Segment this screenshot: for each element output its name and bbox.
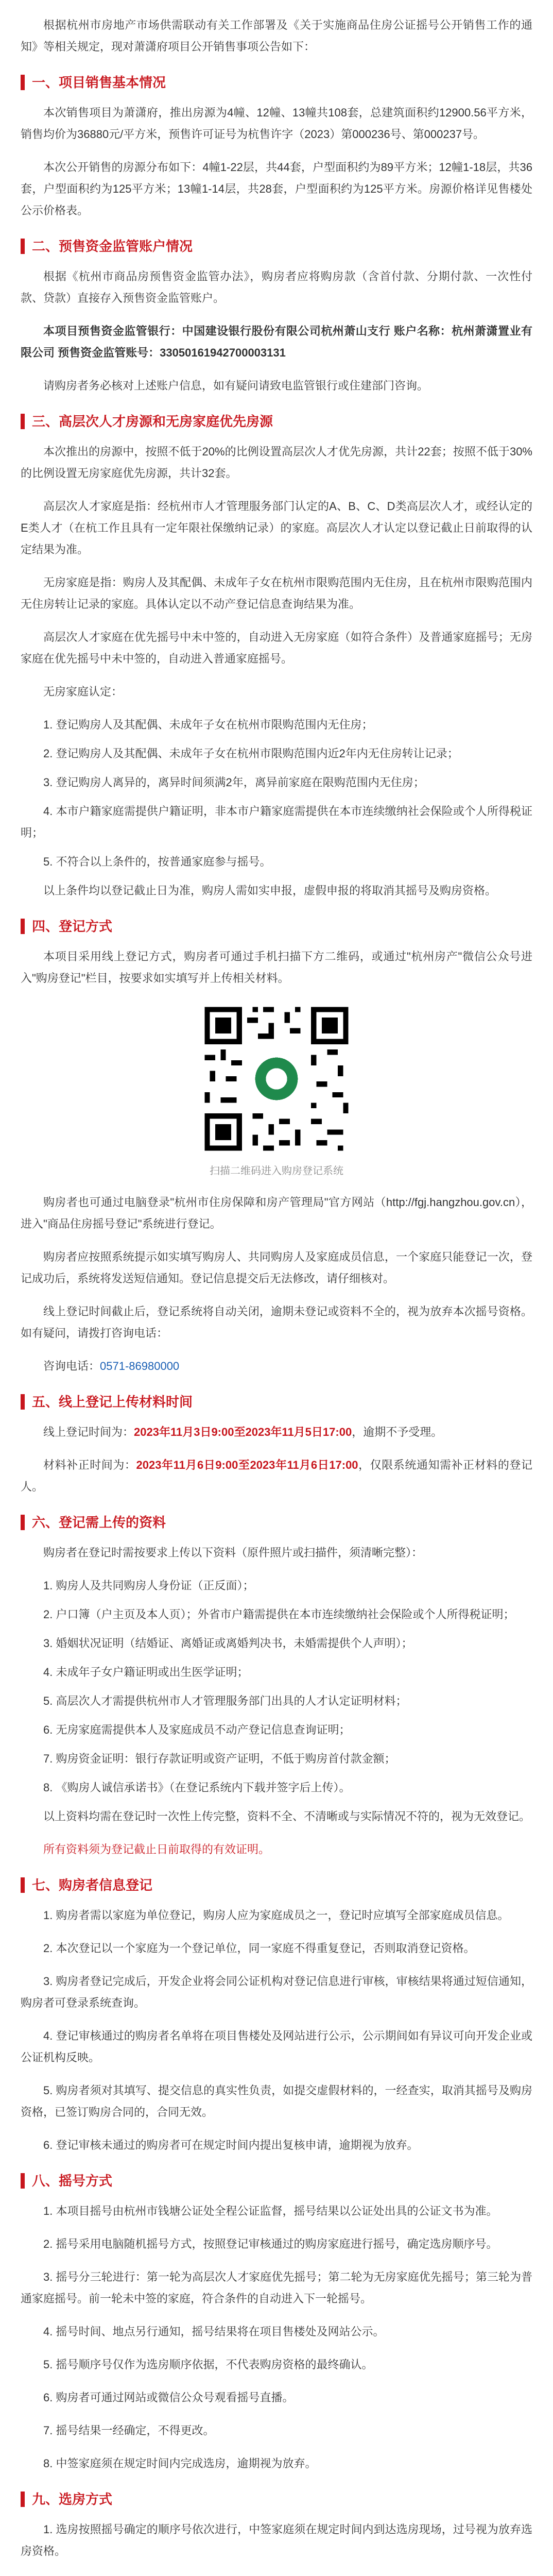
intro-paragraph: 根据杭州市房地产市场供需联动有关工作部署及《关于实施商品住房公证摇号公开销售工作的通知》等相关规定，现对萧潇府项目公开销售事项公告如下： bbox=[21, 19, 532, 53]
s8-paragraph-6: 6. 购房者可通过网站或微信公众号观看摇号直播。 bbox=[43, 2391, 294, 2404]
s4-paragraph-4: 线上登记时间截止后，登记系统将自动关闭，逾期未登记或资料不全的，视为放弃本次摇号资格。如有疑问，请拨打咨询电话： bbox=[21, 1305, 532, 1340]
section-6-header bbox=[21, 1513, 532, 1532]
section-8-title: 八、摇号方式 bbox=[32, 2173, 113, 2189]
s4-phone bbox=[21, 1355, 532, 1377]
s3-paragraph-3: 无房家庭是指：购房人及其配偶、未成年子女在杭州市限购范围内无住房，且在杭州市限购范围内无住房转让记录的家庭。具体认定以不动产登记信息查询结果为准。 bbox=[21, 576, 532, 611]
s7-paragraph-3: 3. 购房者登记完成后，开发企业将会同公证机构对登记信息进行审核，审核结果将通过短信通知，购房者可登录系统查询。 bbox=[21, 1975, 532, 2009]
bank-label: 本项目预售资金监管银行： bbox=[43, 325, 182, 337]
s8-paragraph-5: 5. 摇号顺序号仅作为选房顺序依据，不代表购房资格的最终确认。 bbox=[43, 2358, 373, 2371]
section-7-title: 七、购房者信息登记 bbox=[32, 1877, 153, 1893]
section-2-header bbox=[21, 237, 532, 256]
s5-paragraph-1 bbox=[21, 1421, 532, 1443]
section-marker bbox=[21, 414, 25, 429]
section-marker bbox=[21, 2173, 25, 2189]
s5-text: 材料补正时间为： bbox=[43, 1459, 136, 1471]
s3-list bbox=[21, 714, 532, 873]
list-item: 3. 婚姻状况证明（结婚证、离婚证或离婚判决书，未婚需提供个人声明）； bbox=[43, 1637, 413, 1650]
section-marker bbox=[21, 1515, 25, 1530]
list-item: 8. 《购房人诚信承诺书》（在登记系统内下载并签字后上传）。 bbox=[43, 1781, 351, 1794]
section-9-title: 九、选房方式 bbox=[32, 2492, 113, 2507]
list-item: 1. 购房人及共同购房人身份证（正反面）； bbox=[43, 1579, 254, 1592]
section-4-title: 四、登记方式 bbox=[32, 919, 113, 934]
account-number-label: 预售资金监管账号： bbox=[58, 346, 160, 359]
s3-paragraph-4: 高层次人才家庭在优先摇号中未中签的，自动进入无房家庭（如符合条件）及普通家庭摇号；无房家庭在优先摇号中未中签的，自动进入普通家庭摇号。 bbox=[21, 631, 532, 665]
s4-paragraph-1: 本项目采用线上登记方式，购房者可通过手机扫描下方二维码，或通过"杭州房产"微信公众号进入"购房登记"栏目，按要求如实填写并上传相关材料。 bbox=[21, 950, 532, 985]
s1-paragraph-2: 本次公开销售的房源分布如下：4幢1-22层，共44套，户型面积约为89平方米；12幢1-18层，共36套，户型面积约为125平方米；13幢1-14层，共28套，户型面积约为125平方米。房源价格详见售楼处公示价格表。 bbox=[21, 161, 532, 217]
bank-name: 中国建设银行股份有限公司杭州萧山支行 bbox=[182, 325, 391, 337]
s7-paragraph-6: 6. 登记审核未通过的购房者可在规定时间内提出复核申请，逾期视为放弃。 bbox=[43, 2139, 419, 2151]
s8-paragraph-2: 2. 摇号采用电脑随机摇号方式，按照登记审核通过的购房家庭进行摇号，确定选房顺序号。 bbox=[43, 2238, 498, 2250]
list-item: 1. 登记购房人及其配偶、未成年子女在杭州市限购范围内无住房； bbox=[43, 718, 373, 731]
section-3-header bbox=[21, 412, 532, 431]
section-5-header bbox=[21, 1393, 532, 1411]
s5-text: ，逾期不予受理。 bbox=[352, 1426, 443, 1438]
list-item: 7. 购房资金证明：银行存款证明或资产证明，不低于购房首付款金额； bbox=[43, 1752, 396, 1765]
s2-paragraph-1: 根据《杭州市商品房预售资金监管办法》，购房者应将购房款（含首付款、分期付款、一次性付款、贷款）直接存入预售资金监管账户。 bbox=[21, 270, 532, 304]
s8-paragraph-4: 4. 摇号时间、地点另行通知，摇号结果将在项目售楼处及网站公示。 bbox=[43, 2325, 385, 2338]
section-7-header bbox=[21, 1876, 532, 1894]
s7-paragraph-4: 4. 登记审核通过的购房者名单将在项目售楼处及网站进行公示，公示期间如有异议可向开发企业或公证机构反映。 bbox=[21, 2029, 532, 2064]
s6-note: 以上资料均需在登记时一次性上传完整，资料不全、不清晰或与实际情况不符的，视为无效登记。 bbox=[43, 1810, 531, 1823]
s7-paragraph-1: 1. 购房者需以家庭为单位登记，购房人应为家庭成员之一，登记时应填写全部家庭成员信息。 bbox=[43, 1909, 509, 1922]
section-marker bbox=[21, 2492, 25, 2507]
section-2-title: 二、预售资金监管账户情况 bbox=[32, 239, 193, 254]
list-item: 2. 登记购房人及其配偶、未成年子女在杭州市限购范围内近2年内无住房转让记录； bbox=[43, 747, 459, 760]
list-item: 5. 高层次人才需提供杭州市人才管理服务部门出具的人才认定证明材料； bbox=[43, 1694, 407, 1707]
s8-paragraph-1: 1. 本项目摇号由杭州市钱塘公证处全程公证监督，摇号结果以公证处出具的公证文书为准。 bbox=[43, 2205, 498, 2217]
s4-paragraph-3: 购房者应按照系统提示如实填写购房人、共同购房人及家庭成员信息，一个家庭只能登记一次，登记成功后，系统将发送短信通知。登记信息提交后无法修改，请仔细核对。 bbox=[21, 1250, 532, 1285]
section-marker bbox=[21, 919, 25, 934]
s3-paragraph-2: 高层次人才家庭是指：经杭州市人才管理服务部门认定的A、B、C、D类高层次人才，或经认定的E类人才（在杭工作且具有一定年限社保缴纳记录）的家庭。高层次人才认定以登记截止日前取得的认定结果为准。 bbox=[21, 500, 532, 556]
s9-paragraph-2 bbox=[21, 2573, 532, 2576]
phone-label: 咨询电话： bbox=[43, 1360, 100, 1372]
list-item: 4. 未成年子女户籍证明或出生医学证明； bbox=[43, 1666, 249, 1679]
s6-list bbox=[21, 1575, 532, 1799]
s3-list-title: 无房家庭认定： bbox=[43, 685, 123, 698]
section-marker bbox=[21, 1877, 25, 1893]
s9-paragraph-1: 1. 选房按照摇号确定的顺序号依次进行，中签家庭须在规定时间内到达选房现场，过号视为放弃选房资格。 bbox=[21, 2523, 532, 2557]
s2-paragraph-2: 请购房者务必核对上述账户信息，如有疑问请致电监管银行或住建部门咨询。 bbox=[43, 379, 429, 392]
s6-intro: 购房者在登记时需按要求上传以下资料（原件照片或扫描件，须清晰完整）： bbox=[43, 1546, 423, 1559]
section-1-header bbox=[21, 73, 532, 92]
qr-code-block bbox=[21, 1002, 532, 1177]
section-8-header bbox=[21, 2172, 532, 2190]
s7-paragraph-2: 2. 本次登记以一个家庭为一个登记单位，同一家庭不得重复登记，否则取消登记资格。 bbox=[43, 1942, 475, 1955]
s5-text: ，仅限系统通知需补正材料的登记人。 bbox=[21, 1459, 532, 1493]
account-name-label: 账户名称： bbox=[393, 325, 452, 337]
s2-bank-info bbox=[21, 320, 532, 364]
section-marker bbox=[21, 1394, 25, 1410]
s3-paragraph-1: 本次推出的房源中，按照不低于20%的比例设置高层次人才优先房源，共计22套；按照不低于30%的比例设置无房家庭优先房源，共计32套。 bbox=[21, 445, 532, 480]
account-name: 杭州萧潇置业有限公司 bbox=[21, 325, 532, 359]
account-number: 33050161942700003131 bbox=[160, 346, 286, 359]
supplement-time: 2023年11月6日9:00至2023年11月6日17:00 bbox=[136, 1459, 358, 1471]
section-4-header bbox=[21, 917, 532, 936]
s8-paragraph-3: 3. 摇号分三轮进行：第一轮为高层次人才家庭优先摇号；第二轮为无房家庭优先摇号；第三轮为普通家庭摇号。前一轮未中签的家庭，符合条件的自动进入下一轮摇号。 bbox=[21, 2270, 532, 2305]
phone-number[interactable]: 0571-86980000 bbox=[100, 1360, 180, 1372]
qr-code-caption: 扫描二维码进入购房登记系统 bbox=[210, 1165, 343, 1177]
s8-paragraph-7: 7. 摇号结果一经确定，不得更改。 bbox=[43, 2424, 215, 2437]
s5-paragraph-2 bbox=[21, 1454, 532, 1498]
s8-paragraph-8: 8. 中签家庭须在规定时间内完成选房，逾期视为放弃。 bbox=[43, 2457, 317, 2470]
s6-highlight: 所有资料须为登记截止日前取得的有效证明。 bbox=[43, 1843, 270, 1856]
s5-text: 线上登记时间为： bbox=[43, 1426, 134, 1438]
list-item: 2. 户口簿（户主页及本人页）；外省市户籍需提供在本市连续缴纳社会保险或个人所得税证明； bbox=[43, 1608, 515, 1621]
section-6-title: 六、登记需上传的资料 bbox=[32, 1515, 166, 1530]
section-3-title: 三、高层次人才房源和无房家庭优先房源 bbox=[32, 414, 273, 429]
s7-paragraph-5: 5. 购房者须对其填写、提交信息的真实性负责，如提交虚假材料的，一经查实，取消其摇号及购房资格，已签订购房合同的，合同无效。 bbox=[21, 2084, 532, 2119]
section-5-title: 五、线上登记上传材料时间 bbox=[32, 1394, 193, 1410]
s3-paragraph-5: 以上条件均以登记截止日为准，购房人需如实申报，虚假申报的将取消其摇号及购房资格。 bbox=[43, 884, 497, 897]
section-marker bbox=[21, 75, 25, 90]
section-1-title: 一、项目销售基本情况 bbox=[32, 75, 166, 90]
s1-paragraph-1: 本次销售项目为萧潇府，推出房源为4幢、12幢、13幢共108套，总建筑面积约12900.56平方米，销售均价为36880元/平方米，预售许可证号为杭售许字（2023）第000236号、第000237号。 bbox=[21, 106, 532, 141]
list-item: 4. 本市户籍家庭需提供户籍证明，非本市户籍家庭需提供在本市连续缴纳社会保险或个人所得税证明； bbox=[21, 805, 532, 839]
list-item: 3. 登记购房人离异的，离异时间须满2年，离异前家庭在限购范围内无住房； bbox=[43, 776, 425, 789]
list-item: 6. 无房家庭需提供本人及家庭成员不动产登记信息查询证明； bbox=[43, 1723, 351, 1736]
s4-paragraph-2: 购房者也可通过电脑登录"杭州市住房保障和房产管理局"官方网站（http://fgj.hangzhou.gov.cn），进入"商品住房摇号登记"系统进行登记。 bbox=[21, 1196, 532, 1230]
section-9-header bbox=[21, 2490, 532, 2509]
section-marker bbox=[21, 239, 25, 254]
registration-time: 2023年11月3日9:00至2023年11月5日17:00 bbox=[134, 1426, 352, 1438]
qr-code-icon[interactable] bbox=[199, 1002, 354, 1156]
list-item: 5. 不符合以上条件的，按普通家庭参与摇号。 bbox=[43, 855, 271, 868]
